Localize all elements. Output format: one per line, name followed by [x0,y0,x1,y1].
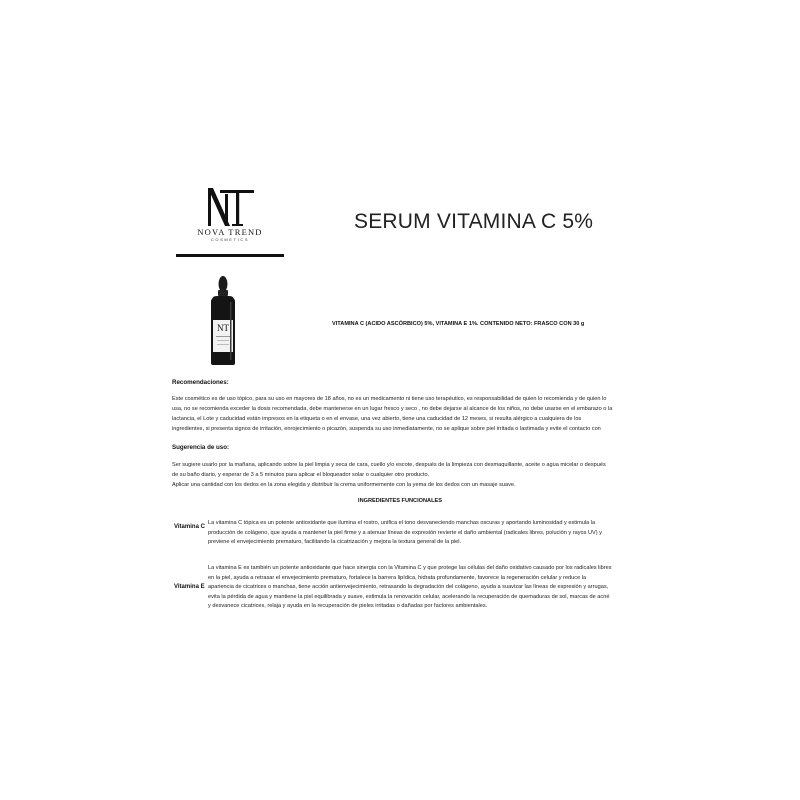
logo-underline [176,254,284,257]
ingredient-line: La vitamina C tópica es un potente antioxidante que ilumina el rostro, unifica el tono desvaneciendo manchas oscuras y aportando luminosidad y estimula la [208,520,596,526]
ingredient-line: en la piel, ayuda a retrasar el envejecimiento prematuro, fortalece la barrera lipídica, hidrata profundamente, favorece la regeneración celular y reduce la [208,574,587,581]
usage-heading: Sugerencia de uso: [172,444,230,451]
ingredient-line: previene el envejecimiento prematuro, facilitando la cicatrización y mejora la textura general de la piel. [208,539,462,546]
ingredient-line: producción de colágeno, que ayuda a mantener la piel firme y a atenuar líneas de expresión revierte el daño ambiental (radicales libres, polución y rayos UV) y [208,529,602,536]
ingredient-desc-vitamin-c [208,519,632,548]
usage-line: Ser sugiere usarlo por la mañana, aplicando sobre la piel limpia y seca de cara, cuello y/o escote, después de la limpieza con desmaquillante, aceite o agua micelar o después [172,462,606,468]
recommendations-line: lactancia, el Lote y caducidad están impresos en la etiqueta o en el envase, una vez abierto, tiene una caducidad de 12 meses, si resulta alérgico a cualquiera de los [172,416,582,422]
ingredient-line: evita la pérdida de agua y mantiene la piel equilibrada y suave, estimula la renovación celular, acelerando la recuperación de quemaduras de sol, marcas de acné [208,593,610,600]
ingredient-name-vitamin-c: Vitamina C [174,524,205,530]
brand-name: NOVA TREND [197,227,263,237]
recommendations-line: ingredientes, si presenta signos de irritación, enrojecimiento o picazón, suspenda su uso inmediatamente, no se aplique sobre piel irritada o lastimada y evite el contacto con [172,426,601,432]
ingredient-line: y desvanece cicatrices, relaja y ayuda en la recuperación de pieles irritadas o dañadas por factores ambientales. [208,603,488,610]
svg-text:NT: NT [217,323,229,333]
ingredient-desc-vitamin-e [208,564,632,612]
product-title: SERUM VITAMINA C 5% [354,210,594,233]
brand-logo [176,186,284,258]
recommendations-heading: Recomendaciones: [172,379,229,386]
recommendations-line: Este cosmético es de uso tópico, para su uso en mayores de 18 años, no es un medicamento ni tiene uso terapéutico, es responsabilidad de quien lo recomienda y de quien lo [172,396,607,402]
serum-bottle-image [203,274,243,368]
ingredient-name-vitamin-e: Vitamina E [174,584,205,590]
recommendations-text [172,394,634,434]
usage-line: de su baño diario, y esperar de 3 a 5 minutos para aplicar el bloqueador solar o cualquier otro producto. [172,472,430,478]
ingredient-line: apariencia de cicatrices o manchas, tiene acción antienvejecimiento, retrasando la degradación del colágeno, ayuda a suavizar las líneas de expresión y arrugas, [208,584,609,591]
usage-text [172,460,634,490]
brand-subtitle: COSMETICS [210,237,250,242]
ingredients-heading: INGREDIENTES FUNCIONALES [358,498,442,504]
usage-line: Aplicar una cantidad con los dedos en la zona elegida y distribuir la crema uniformemente con la yema de los dedos con un masaje suave. [172,482,516,488]
recommendations-line: usa, no se recomienda exceder la dosis recomendada, debe mantenerse en un lugar fresco y seco , no debe dejarse al alcance de los niños, no debe usarse en el embarazo o la [172,406,613,412]
ingredient-line: La vitamina E es también un potente antioxidante que hace sinergia con la Vitamina C y que protege las células del daño oxidativo causado por los radicales libres [208,565,612,571]
product-composition: VITAMINA C (ACIDO ASCÓRBICO) 5%, VITAMINA E 1%. CONTENIDO NETO: FRASCO CON 30 g [332,321,585,327]
nt-monogram-icon [204,186,256,228]
